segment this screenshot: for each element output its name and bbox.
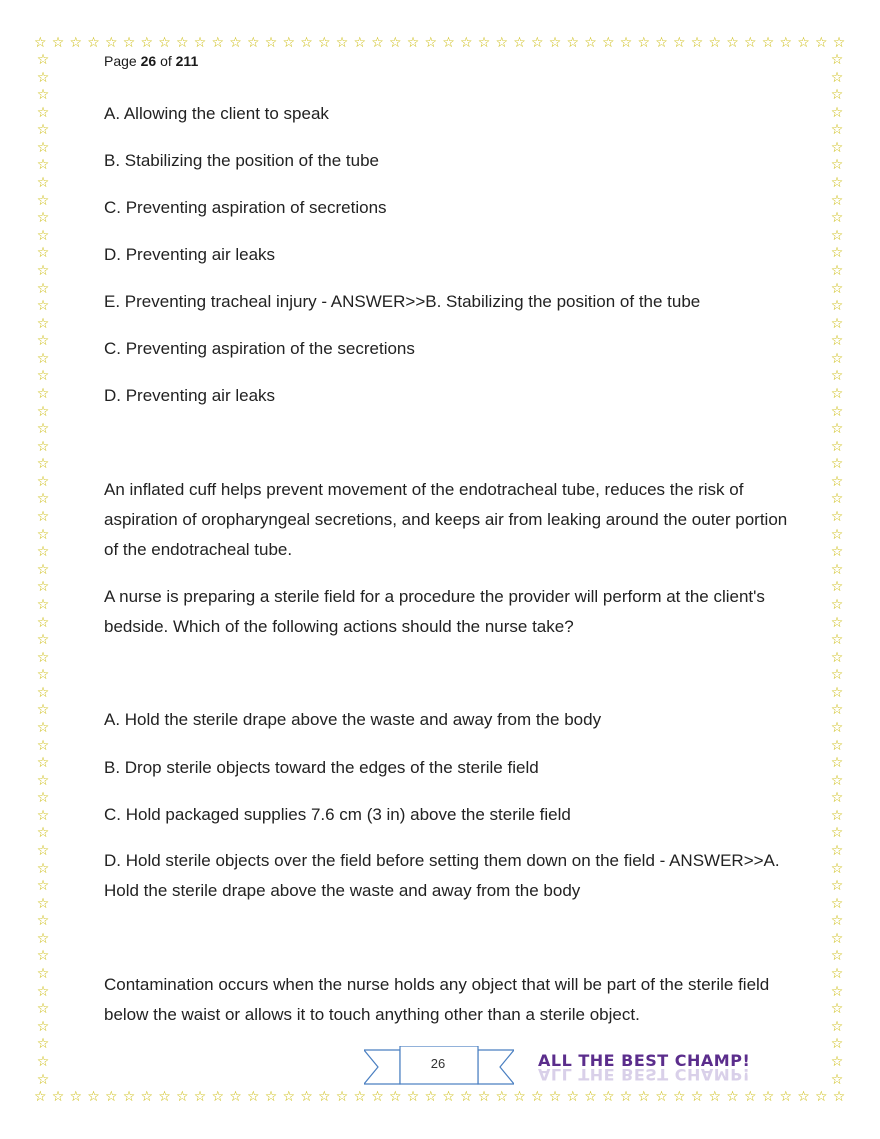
star-icon: ☆ (830, 69, 844, 86)
star-icon: ☆ (830, 614, 844, 631)
star-icon: ☆ (282, 35, 296, 51)
star-icon: ☆ (726, 1089, 739, 1105)
star-icon: ☆ (36, 1053, 50, 1070)
star-icon: ☆ (830, 87, 844, 104)
star-icon: ☆ (69, 1089, 83, 1105)
star-icon: ☆ (300, 1089, 313, 1105)
star-icon: ☆ (36, 983, 50, 1000)
star-icon: ☆ (830, 333, 844, 350)
star-icon: ☆ (36, 122, 50, 139)
star-icon: ☆ (513, 35, 526, 51)
star-icon: ☆ (36, 139, 50, 156)
star-icon: ☆ (36, 491, 50, 508)
star-icon: ☆ (830, 298, 844, 315)
star-icon: ☆ (300, 35, 313, 51)
star-icon: ☆ (36, 948, 50, 965)
star-icon: ☆ (726, 35, 739, 51)
star-icon: ☆ (830, 649, 844, 666)
star-icon: ☆ (708, 1089, 722, 1105)
star-icon: ☆ (830, 772, 844, 789)
star-icon: ☆ (830, 403, 844, 420)
star-icon: ☆ (353, 35, 367, 51)
star-icon: ☆ (460, 35, 473, 51)
star-icon: ☆ (830, 438, 844, 455)
star-icon: ☆ (335, 35, 349, 51)
star-icon: ☆ (140, 35, 154, 51)
star-icon: ☆ (389, 35, 402, 51)
star-icon: ☆ (36, 87, 50, 104)
star-icon: ☆ (69, 35, 83, 51)
star-icon: ☆ (779, 35, 793, 51)
star-icon: ☆ (830, 192, 844, 209)
star-icon: ☆ (495, 35, 509, 51)
star-border-left (34, 52, 52, 1088)
star-icon: ☆ (830, 966, 844, 983)
star-icon: ☆ (830, 262, 844, 279)
star-icon: ☆ (830, 509, 844, 526)
star-icon: ☆ (318, 1089, 331, 1105)
star-icon: ☆ (389, 1089, 402, 1105)
star-icon: ☆ (87, 1089, 100, 1105)
answer-paragraph: D. Hold sterile objects over the field before setting them down on the field - ANSWER>>A. Hold the sterile drape above the waste and away from the body (104, 851, 780, 900)
star-icon: ☆ (36, 772, 50, 789)
star-icon: ☆ (830, 245, 844, 262)
star-icon: ☆ (830, 473, 844, 490)
star-icon: ☆ (619, 1089, 633, 1105)
star-icon: ☆ (371, 1089, 384, 1105)
star-icon: ☆ (830, 544, 844, 561)
star-icon: ☆ (264, 35, 278, 51)
star-icon: ☆ (830, 491, 844, 508)
star-icon: ☆ (830, 52, 844, 68)
question-paragraph: A nurse is preparing a sterile field for a procedure the provider will perform at the client's bedside. Which of the following actions should the nurse take? (104, 587, 765, 636)
star-icon: ☆ (36, 262, 50, 279)
star-icon: ☆ (353, 1089, 367, 1105)
star-icon: ☆ (832, 1089, 846, 1105)
star-icon: ☆ (830, 175, 844, 192)
star-icon: ☆ (36, 790, 50, 807)
star-icon: ☆ (830, 702, 844, 719)
star-border-right (828, 52, 846, 1088)
star-icon: ☆ (36, 280, 50, 297)
star-icon: ☆ (36, 544, 50, 561)
star-icon: ☆ (36, 1036, 50, 1053)
star-icon: ☆ (229, 35, 242, 51)
star-icon: ☆ (548, 35, 562, 51)
star-icon: ☆ (176, 1089, 189, 1105)
star-icon: ☆ (140, 1089, 154, 1105)
star-icon: ☆ (36, 667, 50, 684)
star-icon: ☆ (513, 1089, 526, 1105)
star-icon: ☆ (830, 948, 844, 965)
star-icon: ☆ (424, 1089, 438, 1105)
star-icon: ☆ (548, 1089, 562, 1105)
star-icon: ☆ (655, 1089, 668, 1105)
star-icon: ☆ (830, 755, 844, 772)
star-icon: ☆ (105, 1089, 118, 1105)
star-icon: ☆ (655, 35, 668, 51)
star-icon: ☆ (830, 860, 844, 877)
star-icon: ☆ (335, 1089, 349, 1105)
star-icon: ☆ (830, 895, 844, 912)
star-icon: ☆ (36, 227, 50, 244)
star-icon: ☆ (832, 35, 846, 51)
star-icon: ☆ (36, 473, 50, 490)
star-icon: ☆ (830, 456, 844, 473)
star-icon: ☆ (247, 35, 260, 51)
star-icon: ☆ (830, 930, 844, 947)
star-icon: ☆ (830, 315, 844, 332)
option-line: C. Preventing aspiration of the secretions (104, 339, 415, 358)
star-icon: ☆ (495, 1089, 509, 1105)
option-line: A. Hold the sterile drape above the waste and away from the body (104, 710, 602, 729)
star-icon: ☆ (36, 702, 50, 719)
star-icon: ☆ (282, 1089, 296, 1105)
star-icon: ☆ (36, 895, 50, 912)
star-icon: ☆ (36, 579, 50, 596)
star-icon: ☆ (36, 825, 50, 842)
star-icon: ☆ (830, 1018, 844, 1035)
star-icon: ☆ (830, 139, 844, 156)
star-icon: ☆ (566, 35, 580, 51)
star-icon: ☆ (424, 35, 438, 51)
star-icon: ☆ (442, 35, 455, 51)
star-icon: ☆ (830, 1071, 844, 1088)
star-icon: ☆ (36, 526, 50, 543)
star-icon: ☆ (36, 930, 50, 947)
star-icon: ☆ (36, 192, 50, 209)
star-icon: ☆ (36, 509, 50, 526)
star-icon: ☆ (830, 421, 844, 438)
star-icon: ☆ (36, 1001, 50, 1018)
rationale-paragraph: An inflated cuff helps prevent movement of the endotracheal tube, reduces the risk of aspiration of oropharyngeal secretions, and keeps air from leaking around the outer portion of the endotracheal tube. (104, 480, 788, 559)
star-icon: ☆ (36, 684, 50, 701)
star-icon: ☆ (477, 1089, 491, 1105)
star-icon: ☆ (211, 35, 225, 51)
star-icon: ☆ (406, 1089, 420, 1105)
star-icon: ☆ (761, 35, 775, 51)
star-icon: ☆ (158, 35, 171, 51)
star-icon: ☆ (830, 825, 844, 842)
star-icon: ☆ (36, 1071, 50, 1088)
star-icon: ☆ (744, 35, 757, 51)
star-icon: ☆ (193, 35, 207, 51)
star-icon: ☆ (566, 1089, 580, 1105)
slogan-reflection: ALL THE BEST CHAMP! (538, 1065, 751, 1084)
star-icon: ☆ (442, 1089, 455, 1105)
star-icon: ☆ (36, 333, 50, 350)
star-icon: ☆ (36, 104, 50, 121)
star-icon: ☆ (830, 667, 844, 684)
star-icon: ☆ (264, 1089, 278, 1105)
star-icon: ☆ (36, 52, 50, 68)
star-icon: ☆ (602, 1089, 615, 1105)
star-icon: ☆ (51, 1089, 65, 1105)
star-icon: ☆ (211, 1089, 225, 1105)
star-icon: ☆ (406, 35, 420, 51)
star-icon: ☆ (830, 1053, 844, 1070)
star-icon: ☆ (830, 350, 844, 367)
star-icon: ☆ (830, 790, 844, 807)
star-icon: ☆ (830, 385, 844, 402)
star-icon: ☆ (830, 1001, 844, 1018)
option-line: C. Hold packaged supplies 7.6 cm (3 in) above the sterile field (104, 805, 571, 824)
star-icon: ☆ (36, 719, 50, 736)
star-icon: ☆ (371, 35, 384, 51)
star-icon: ☆ (830, 280, 844, 297)
star-icon: ☆ (229, 1089, 242, 1105)
star-icon: ☆ (830, 579, 844, 596)
star-icon: ☆ (815, 35, 828, 51)
star-icon: ☆ (690, 35, 704, 51)
star-icon: ☆ (830, 157, 844, 174)
star-icon: ☆ (36, 175, 50, 192)
star-border-top (34, 34, 846, 52)
star-icon: ☆ (830, 1036, 844, 1053)
star-icon: ☆ (193, 1089, 207, 1105)
star-icon: ☆ (36, 632, 50, 649)
star-icon: ☆ (830, 596, 844, 613)
star-icon: ☆ (36, 807, 50, 824)
star-icon: ☆ (477, 35, 491, 51)
star-icon: ☆ (619, 35, 633, 51)
star-icon: ☆ (36, 614, 50, 631)
star-icon: ☆ (531, 1089, 544, 1105)
star-icon: ☆ (797, 35, 810, 51)
star-icon: ☆ (690, 1089, 704, 1105)
star-icon: ☆ (830, 122, 844, 139)
page-label: Page (104, 53, 137, 69)
star-icon: ☆ (815, 1089, 828, 1105)
star-icon: ☆ (36, 878, 50, 895)
star-icon: ☆ (36, 69, 50, 86)
star-icon: ☆ (830, 807, 844, 824)
star-icon: ☆ (36, 913, 50, 930)
star-icon: ☆ (830, 684, 844, 701)
star-icon: ☆ (36, 385, 50, 402)
star-icon: ☆ (34, 1089, 47, 1105)
star-icon: ☆ (830, 983, 844, 1000)
star-icon: ☆ (830, 843, 844, 860)
option-line: A. Allowing the client to speak (104, 104, 329, 123)
rationale-paragraph: Contamination occurs when the nurse holds any object that will be part of the sterile field below the waist or allows it to touch anything other than a sterile object. (104, 975, 770, 1024)
star-icon: ☆ (36, 843, 50, 860)
star-icon: ☆ (36, 245, 50, 262)
star-icon: ☆ (36, 561, 50, 578)
star-icon: ☆ (584, 35, 597, 51)
star-icon: ☆ (708, 35, 722, 51)
star-icon: ☆ (830, 104, 844, 121)
page-current: 26 (140, 53, 157, 69)
star-icon: ☆ (673, 35, 686, 51)
slogan-text: ALL THE BEST CHAMP! (538, 1051, 751, 1070)
star-icon: ☆ (158, 1089, 171, 1105)
option-line: D. Preventing air leaks (104, 386, 276, 405)
page-of: of (160, 53, 172, 69)
star-icon: ☆ (51, 35, 65, 51)
star-icon: ☆ (36, 368, 50, 385)
star-icon: ☆ (36, 438, 50, 455)
star-icon: ☆ (36, 421, 50, 438)
star-icon: ☆ (830, 878, 844, 895)
star-icon: ☆ (797, 1089, 810, 1105)
star-icon: ☆ (744, 1089, 757, 1105)
star-border-bottom (34, 1088, 846, 1106)
star-icon: ☆ (830, 719, 844, 736)
star-icon: ☆ (36, 649, 50, 666)
star-icon: ☆ (105, 35, 118, 51)
star-icon: ☆ (830, 737, 844, 754)
star-icon: ☆ (637, 35, 651, 51)
star-icon: ☆ (176, 35, 189, 51)
option-line: C. Preventing aspiration of secretions (104, 198, 387, 217)
star-icon: ☆ (36, 456, 50, 473)
star-icon: ☆ (122, 1089, 136, 1105)
star-icon: ☆ (761, 1089, 775, 1105)
star-icon: ☆ (460, 1089, 473, 1105)
star-icon: ☆ (531, 35, 544, 51)
star-icon: ☆ (36, 755, 50, 772)
option-line: B. Stabilizing the position of the tube (104, 151, 380, 170)
star-icon: ☆ (673, 1089, 686, 1105)
footer-page-number: 26 (430, 1056, 446, 1071)
star-icon: ☆ (830, 913, 844, 930)
star-icon: ☆ (36, 966, 50, 983)
star-icon: ☆ (36, 1018, 50, 1035)
star-icon: ☆ (34, 35, 47, 51)
option-line: B. Drop sterile objects toward the edges of the sterile field (104, 758, 539, 777)
star-icon: ☆ (602, 35, 615, 51)
star-icon: ☆ (830, 632, 844, 649)
star-icon: ☆ (830, 526, 844, 543)
star-icon: ☆ (830, 210, 844, 227)
star-icon: ☆ (87, 35, 100, 51)
star-icon: ☆ (36, 596, 50, 613)
star-icon: ☆ (584, 1089, 597, 1105)
star-icon: ☆ (830, 561, 844, 578)
star-icon: ☆ (637, 1089, 651, 1105)
page-total: 211 (175, 53, 199, 69)
star-icon: ☆ (36, 298, 50, 315)
star-icon: ☆ (36, 210, 50, 227)
star-icon: ☆ (830, 227, 844, 244)
star-icon: ☆ (318, 35, 331, 51)
star-icon: ☆ (36, 315, 50, 332)
star-icon: ☆ (122, 35, 136, 51)
option-line: D. Preventing air leaks (104, 245, 276, 264)
star-icon: ☆ (36, 860, 50, 877)
star-icon: ☆ (779, 1089, 793, 1105)
star-icon: ☆ (36, 403, 50, 420)
star-icon: ☆ (36, 157, 50, 174)
page-header (104, 53, 198, 69)
star-icon: ☆ (830, 368, 844, 385)
star-icon: ☆ (36, 350, 50, 367)
star-icon: ☆ (247, 1089, 260, 1105)
answer-line: E. Preventing tracheal injury - ANSWER>>B. Stabilizing the position of the tube (104, 292, 701, 311)
star-icon: ☆ (36, 737, 50, 754)
